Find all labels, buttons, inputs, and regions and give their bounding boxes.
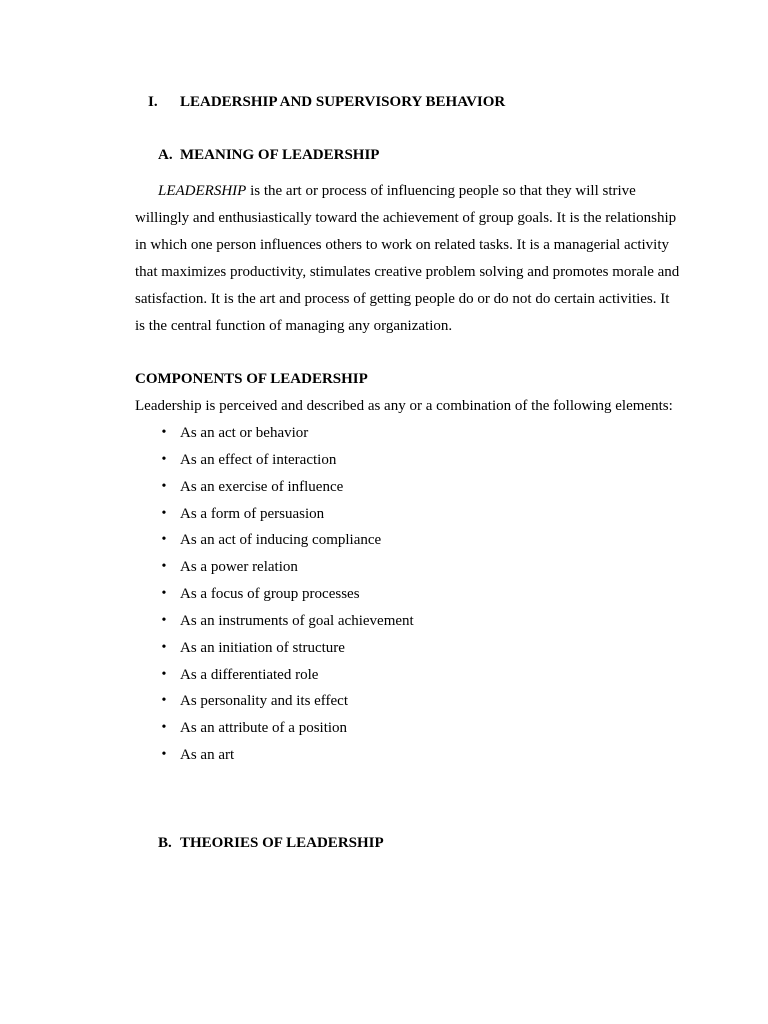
list-item-text: As an act or behavior bbox=[180, 425, 309, 441]
section-title: LEADERSHIP AND SUPERVISORY BEHAVIOR bbox=[180, 94, 506, 110]
section-heading bbox=[148, 92, 505, 112]
list-item-text: As personality and its effect bbox=[180, 693, 349, 710]
list-item-text: As a power relation bbox=[180, 559, 298, 576]
list-item-text: As an exercise of influence bbox=[180, 478, 344, 495]
subsection-heading-meaning bbox=[158, 145, 379, 165]
subsection-letter: B. bbox=[158, 835, 172, 851]
list-item-text: As a focus of group processes bbox=[180, 586, 360, 603]
list-item-text: As an initiation of structure bbox=[180, 639, 345, 656]
bullet-icon: • bbox=[161, 505, 167, 521]
subsection-letter: A. bbox=[158, 147, 173, 163]
bullet-icon: • bbox=[161, 559, 167, 575]
bullet-icon: • bbox=[161, 478, 167, 494]
bullet-icon: • bbox=[161, 586, 167, 602]
bullet-icon: • bbox=[161, 639, 167, 655]
bullet-icon: • bbox=[161, 720, 167, 736]
meaning-paragraph bbox=[135, 178, 680, 340]
bullet-icon: • bbox=[161, 747, 167, 763]
list-item-text: As an act of inducing compliance bbox=[180, 532, 382, 549]
list-item-text: As an instruments of goal achievement bbox=[180, 612, 414, 629]
list-item-text: As an attribute of a position bbox=[180, 720, 348, 737]
list-item-text: As an art bbox=[180, 747, 235, 764]
subsection-heading-theories bbox=[158, 833, 384, 853]
bullet-icon: • bbox=[161, 693, 167, 709]
meaning-text: is the art or process of influencing people so that they will strive willingly and enthusiastically toward the achievement of group goals. It is the relationship in which one person influences others to work on related tasks. It is a managerial activity that maximizes productivity, stimulates creative problem solving and promotes morale and satisfaction. It is the art and process of getting people do or do not do certain activities. It is the central function of managing any organization. bbox=[135, 183, 680, 334]
subsection-title: THEORIES OF LEADERSHIP bbox=[180, 835, 384, 851]
leadership-term: LEADERSHIP bbox=[158, 183, 247, 199]
components-heading: COMPONENTS OF LEADERSHIP bbox=[135, 371, 368, 387]
list-item-text: As a form of persuasion bbox=[180, 505, 325, 522]
bullet-icon: • bbox=[161, 532, 167, 548]
section-number: I. bbox=[148, 94, 158, 110]
bullet-icon: • bbox=[161, 666, 167, 682]
list-item-text: As a differentiated role bbox=[180, 666, 319, 683]
bullet-icon: • bbox=[161, 425, 167, 440]
bullet-icon: • bbox=[161, 451, 167, 467]
bullet-icon: • bbox=[161, 612, 167, 628]
components-intro: Leadership is perceived and described as any or a combination of the following elements: bbox=[135, 398, 673, 414]
list-item-text: As an effect of interaction bbox=[180, 451, 337, 468]
subsection-title: MEANING OF LEADERSHIP bbox=[180, 147, 380, 163]
